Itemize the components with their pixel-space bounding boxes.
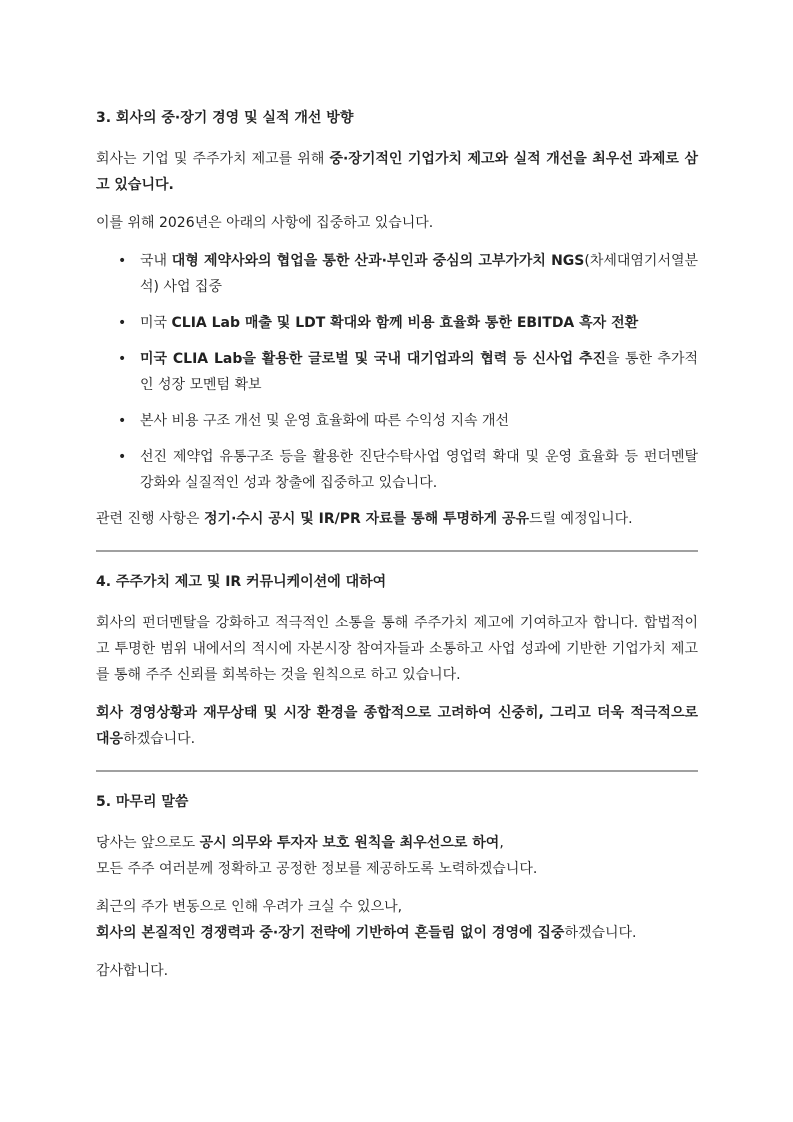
section-5-paragraph-1	[96, 830, 698, 882]
section-4-heading: 4. 주주가치 제고 및 IR 커뮤니케이션에 대하여	[96, 574, 387, 590]
section-3-heading: 3. 회사의 중·장기 경영 및 실적 개선 방향	[96, 110, 354, 126]
bullet-icon: •	[118, 413, 127, 429]
list-item	[96, 346, 698, 398]
thanks-line: 감사합니다.	[96, 963, 169, 979]
focus-line: 이를 위해 2026년은 아래의 사항에 집중하고 있습니다.	[96, 215, 434, 231]
section-3-intro	[96, 146, 698, 198]
paragraph-text: ,	[499, 835, 504, 851]
paragraph-text: 하겠습니다.	[564, 925, 637, 941]
list-item-text: 국내	[140, 253, 172, 269]
closing-text: 드릴 예정입니다.	[529, 511, 633, 527]
section-5-heading: 5. 마무리 말씀	[96, 794, 189, 810]
bullet-icon: •	[118, 253, 127, 269]
list-item	[96, 408, 698, 434]
section-4-commitment	[96, 700, 698, 752]
section-divider	[96, 770, 698, 772]
section-divider	[96, 550, 698, 552]
closing-text: 관련 진행 사항은	[96, 511, 205, 527]
list-item	[96, 310, 698, 336]
focus-list	[96, 248, 698, 496]
bullet-icon: •	[118, 315, 127, 331]
paragraph-emphasis: 공시 의무와 투자자 보호 원칙을 최우선으로 하여	[199, 835, 500, 851]
list-item-text: 본사 비용 구조 개선 및 운영 효율화에 따른 수익성 지속 개선	[140, 413, 510, 429]
bullet-icon: •	[118, 449, 127, 465]
bullet-icon: •	[118, 351, 127, 367]
section-5-paragraph-2	[96, 894, 698, 946]
commitment-text: 하겠습니다.	[123, 731, 196, 747]
paragraph-emphasis: 회사의 본질적인 경쟁력과 중·장기 전략에 기반하여 흔들림 없이 경영에 집중	[96, 925, 565, 941]
list-item-emphasis: CLIA Lab 매출 및 LDT 확대와 함께 비용 효율화 통한 EBITDA 흑자 전환	[171, 315, 639, 331]
document-page	[96, 108, 698, 996]
list-item-emphasis: 미국 CLIA Lab을 활용한 글로벌 및 국내 대기업과의 협력 등 신사업 추진	[140, 351, 607, 367]
section-3-closing	[96, 506, 698, 532]
list-item-text: 미국	[140, 315, 172, 331]
list-item-emphasis: 대형 제약사와의 협업을 통한 산과·부인과 중심의 고부가가치 NGS	[171, 253, 585, 269]
intro-emphasis: 중·장기적인 기업가치 제고와 실적 개선을 최우선 과제로 삼고 있습니다.	[96, 151, 698, 193]
list-item-text: 을 통한 추가적인 성장 모멘텀 확보	[140, 351, 698, 393]
paragraph-text: 최근의 주가 변동으로 인해 우려가 크실 수 있으나,	[96, 899, 403, 915]
paragraph-text: 모든 주주 여러분께 정확하고 공정한 정보를 제공하도록 노력하겠습니다.	[96, 861, 538, 877]
paragraph-text: 당사는 앞으로도	[96, 835, 200, 851]
section-4-paragraph: 회사의 펀더멘탈을 강화하고 적극적인 소통을 통해 주주가치 제고에 기여하고자 합니다. 합법적이고 투명한 범위 내에서의 적시에 자본시장 참여자들과 소통하고 사업 성과에 기반한 기업가치 제고를 통해 주주 신뢰를 회복하는 것을 원칙으로 하고 있습니다.	[96, 615, 698, 683]
list-item	[96, 444, 698, 496]
list-item-text: (차세대염기서열분석) 사업 집중	[140, 253, 699, 295]
commitment-emphasis: 회사 경영상황과 재무상태 및 시장 환경을 종합적으로 고려하여 신중히, 그리고 더욱 적극적으로 대응	[96, 705, 698, 747]
closing-emphasis: 정기·수시 공시 및 IR/PR 자료를 통해 투명하게 공유	[204, 511, 530, 527]
list-item-text: 선진 제약업 유통구조 등을 활용한 진단수탁사업 영업력 확대 및 운영 효율화 등 펀더멘탈 강화와 실질적인 성과 창출에 집중하고 있습니다.	[140, 449, 698, 491]
list-item	[96, 248, 698, 300]
intro-text: 회사는 기업 및 주주가치 제고를 위해	[96, 151, 330, 167]
